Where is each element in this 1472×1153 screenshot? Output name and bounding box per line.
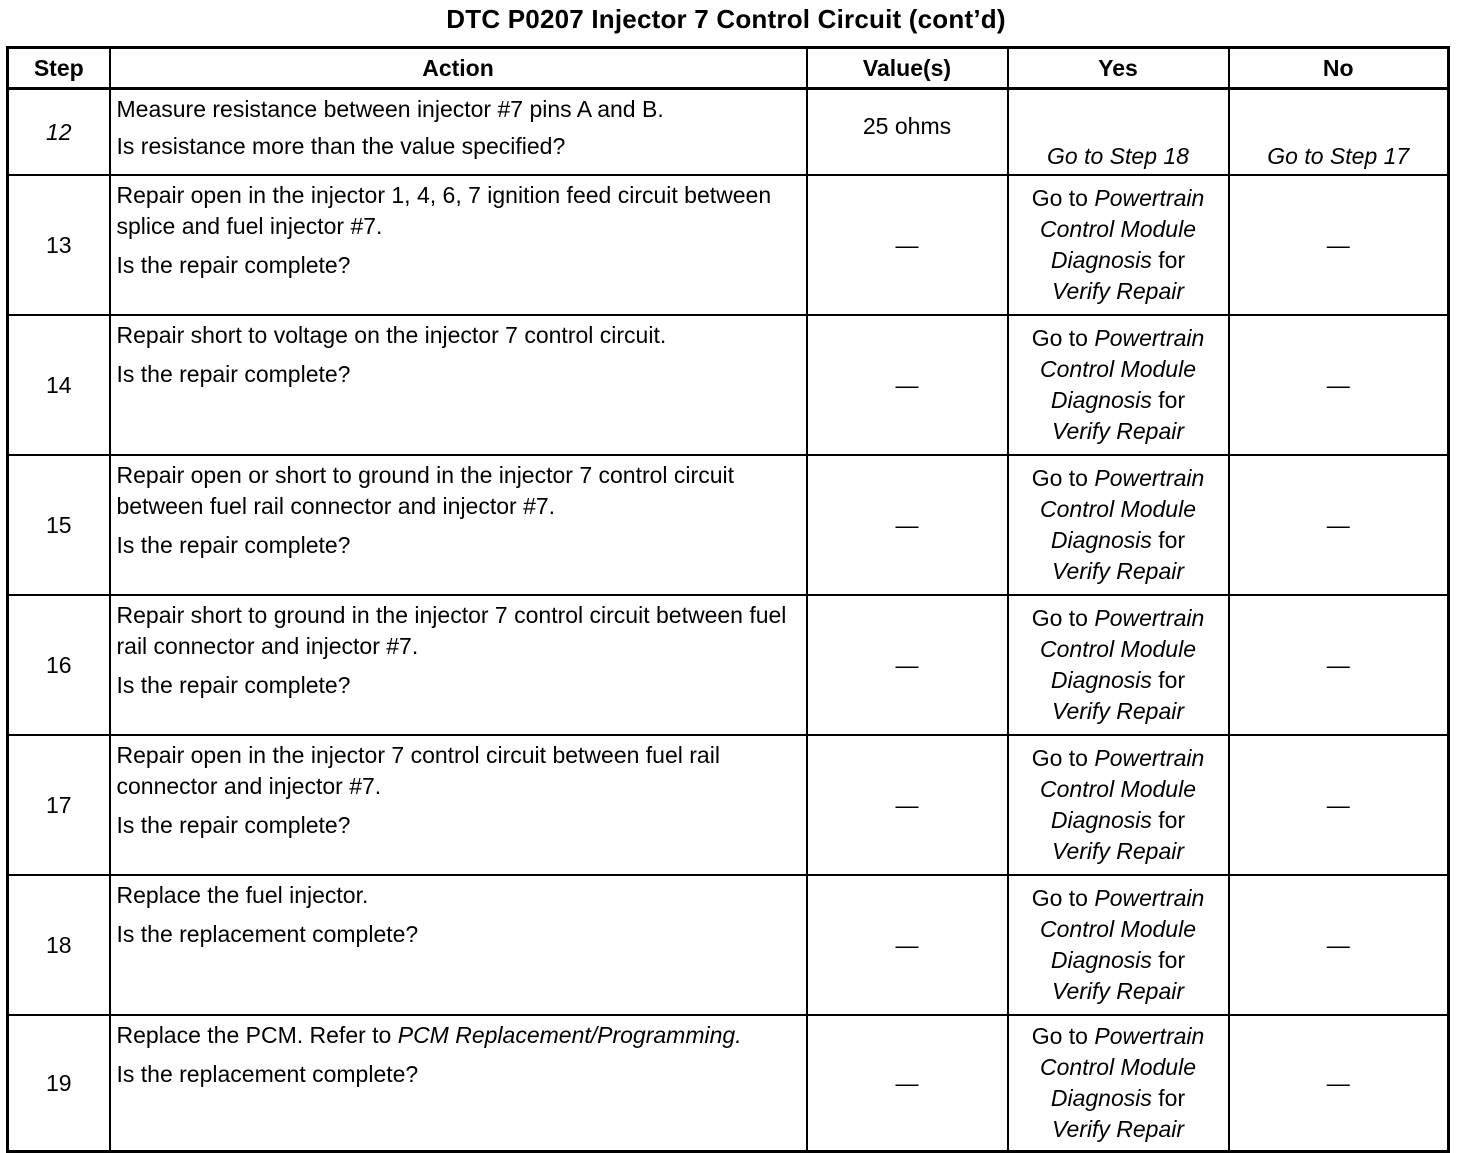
value-dash: — — [895, 1069, 919, 1096]
step-number: 13 — [8, 175, 110, 315]
action-question: Is the replacement complete? — [116, 1061, 419, 1087]
action-text: Measure resistance between injector #7 pins A and B. — [116, 96, 664, 122]
page-title: DTC P0207 Injector 7 Control Circuit (cont’d) — [446, 4, 1006, 34]
header-action: Action — [110, 48, 807, 89]
yes-ref: Control Module — [1040, 776, 1196, 802]
table-row — [8, 875, 1449, 1015]
yes-ref: Powertrain — [1094, 885, 1205, 911]
header-row — [8, 48, 1449, 89]
no-cell — [1229, 89, 1449, 176]
no-cell — [1229, 315, 1449, 455]
yes-ref: Powertrain — [1094, 745, 1205, 771]
yes-ref: Powertrain — [1094, 605, 1205, 631]
no-dash: — — [1326, 231, 1350, 258]
yes-prefix: Go to — [1031, 465, 1088, 491]
value-text: 25 ohms — [862, 112, 952, 139]
action-prefix: Replace the PCM. Refer to — [116, 1022, 392, 1048]
value-cell — [807, 1015, 1008, 1152]
yes-ref: Control Module — [1040, 636, 1196, 662]
action-cell — [110, 1015, 807, 1152]
yes-ref: Control Module — [1040, 356, 1196, 382]
value-dash: — — [895, 371, 919, 398]
no-cell — [1229, 875, 1449, 1015]
yes-ref: Verify Repair — [1051, 418, 1185, 444]
action-cell — [110, 315, 807, 455]
yes-ref: Diagnosis — [1050, 947, 1152, 973]
yes-suffix: for — [1158, 387, 1186, 413]
yes-ref: Control Module — [1040, 1054, 1196, 1080]
yes-suffix: for — [1158, 1085, 1186, 1111]
action-reference: PCM Replacement/Programming. — [397, 1022, 742, 1048]
action-question: Is the repair complete? — [116, 812, 351, 838]
action-text: Repair open or short to ground in the injector 7 control circuit between fuel rail connector and injector #7. — [116, 462, 734, 519]
value-dash: — — [895, 511, 919, 538]
no-dash: — — [1326, 791, 1350, 818]
action-question: Is the repair complete? — [116, 672, 351, 698]
yes-cell — [1008, 89, 1229, 176]
yes-cell — [1008, 175, 1229, 315]
table-row — [8, 89, 1449, 176]
yes-cell — [1008, 455, 1229, 595]
yes-ref: Control Module — [1040, 216, 1196, 242]
yes-ref: Diagnosis — [1050, 387, 1152, 413]
value-dash: — — [895, 791, 919, 818]
yes-ref: Diagnosis — [1050, 247, 1152, 273]
yes-ref: Verify Repair — [1051, 698, 1185, 724]
yes-ref: Powertrain — [1094, 325, 1205, 351]
yes-suffix: for — [1158, 807, 1186, 833]
no-dash: — — [1326, 1069, 1350, 1096]
no-dash: — — [1326, 931, 1350, 958]
yes-cell — [1008, 735, 1229, 875]
step-number: 16 — [8, 595, 110, 735]
yes-ref: Verify Repair — [1051, 978, 1185, 1004]
yes-cell — [1008, 875, 1229, 1015]
table-row — [8, 595, 1449, 735]
step-number: 14 — [8, 315, 110, 455]
no-dash: — — [1326, 511, 1350, 538]
yes-suffix: for — [1158, 527, 1186, 553]
yes-prefix: Go to — [1031, 885, 1088, 911]
no-goto: Go to Step 17 — [1267, 143, 1410, 169]
step-number: 15 — [8, 455, 110, 595]
action-text: Repair open in the injector 1, 4, 6, 7 ignition feed circuit between splice and fuel injector #7. — [116, 182, 772, 239]
value-cell — [807, 89, 1008, 176]
action-cell — [110, 875, 807, 1015]
action-question: Is the replacement complete? — [116, 921, 419, 947]
value-cell — [807, 175, 1008, 315]
header-values: Value(s) — [807, 48, 1008, 89]
step-number: 12 — [8, 89, 110, 176]
action-text: Repair short to voltage on the injector 7 control circuit. — [116, 322, 667, 348]
diagnostic-table — [6, 46, 1450, 1153]
value-cell — [807, 315, 1008, 455]
step-number: 18 — [8, 875, 110, 1015]
action-cell — [110, 735, 807, 875]
yes-prefix: Go to — [1031, 185, 1088, 211]
action-cell — [110, 175, 807, 315]
action-cell — [110, 455, 807, 595]
yes-ref: Powertrain — [1094, 1023, 1205, 1049]
action-text: Repair short to ground in the injector 7 control circuit between fuel rail connector and injector #7. — [116, 602, 787, 659]
no-cell — [1229, 455, 1449, 595]
step-number: 19 — [8, 1015, 110, 1152]
value-dash: — — [895, 931, 919, 958]
yes-suffix: for — [1158, 667, 1186, 693]
action-cell — [110, 89, 807, 176]
no-cell — [1229, 175, 1449, 315]
no-cell — [1229, 1015, 1449, 1152]
yes-prefix: Go to — [1031, 745, 1088, 771]
table-row — [8, 455, 1449, 595]
yes-prefix: Go to — [1031, 605, 1088, 631]
value-cell — [807, 875, 1008, 1015]
yes-ref: Verify Repair — [1051, 1116, 1185, 1142]
no-cell — [1229, 595, 1449, 735]
table-row — [8, 315, 1449, 455]
header-no: No — [1229, 48, 1449, 89]
yes-ref: Diagnosis — [1050, 1085, 1152, 1111]
action-question: Is the repair complete? — [116, 361, 351, 387]
value-cell — [807, 455, 1008, 595]
yes-cell — [1008, 595, 1229, 735]
yes-ref: Verify Repair — [1051, 278, 1185, 304]
yes-ref: Verify Repair — [1051, 558, 1185, 584]
no-dash: — — [1326, 651, 1350, 678]
yes-ref: Control Module — [1040, 496, 1196, 522]
yes-ref: Diagnosis — [1050, 667, 1152, 693]
value-dash: — — [895, 651, 919, 678]
yes-goto: Go to Step 18 — [1047, 143, 1189, 169]
yes-suffix: for — [1158, 247, 1186, 273]
yes-ref: Powertrain — [1094, 465, 1205, 491]
yes-cell — [1008, 1015, 1229, 1152]
no-dash: — — [1326, 371, 1350, 398]
action-text: Repair open in the injector 7 control circuit between fuel rail connector and injector #7. — [116, 742, 720, 799]
yes-ref: Powertrain — [1094, 185, 1205, 211]
table-row — [8, 735, 1449, 875]
header-yes: Yes — [1008, 48, 1229, 89]
table-row — [8, 175, 1449, 315]
yes-ref: Control Module — [1040, 916, 1196, 942]
action-text: Replace the fuel injector. — [116, 882, 369, 908]
action-question: Is the repair complete? — [116, 532, 351, 558]
yes-prefix: Go to — [1031, 325, 1088, 351]
step-number: 17 — [8, 735, 110, 875]
no-cell — [1229, 735, 1449, 875]
action-question: Is the repair complete? — [116, 252, 351, 278]
value-cell — [807, 595, 1008, 735]
value-dash: — — [895, 231, 919, 258]
yes-suffix: for — [1158, 947, 1186, 973]
action-text — [117, 1020, 800, 1051]
value-cell — [807, 735, 1008, 875]
header-step: Step — [8, 48, 110, 89]
yes-ref: Diagnosis — [1050, 807, 1152, 833]
action-cell — [110, 595, 807, 735]
yes-ref: Diagnosis — [1050, 527, 1152, 553]
table-row — [8, 1015, 1449, 1152]
yes-ref: Verify Repair — [1051, 838, 1185, 864]
action-question: Is resistance more than the value specified? — [116, 133, 566, 159]
yes-prefix: Go to — [1031, 1023, 1088, 1049]
yes-cell — [1008, 315, 1229, 455]
